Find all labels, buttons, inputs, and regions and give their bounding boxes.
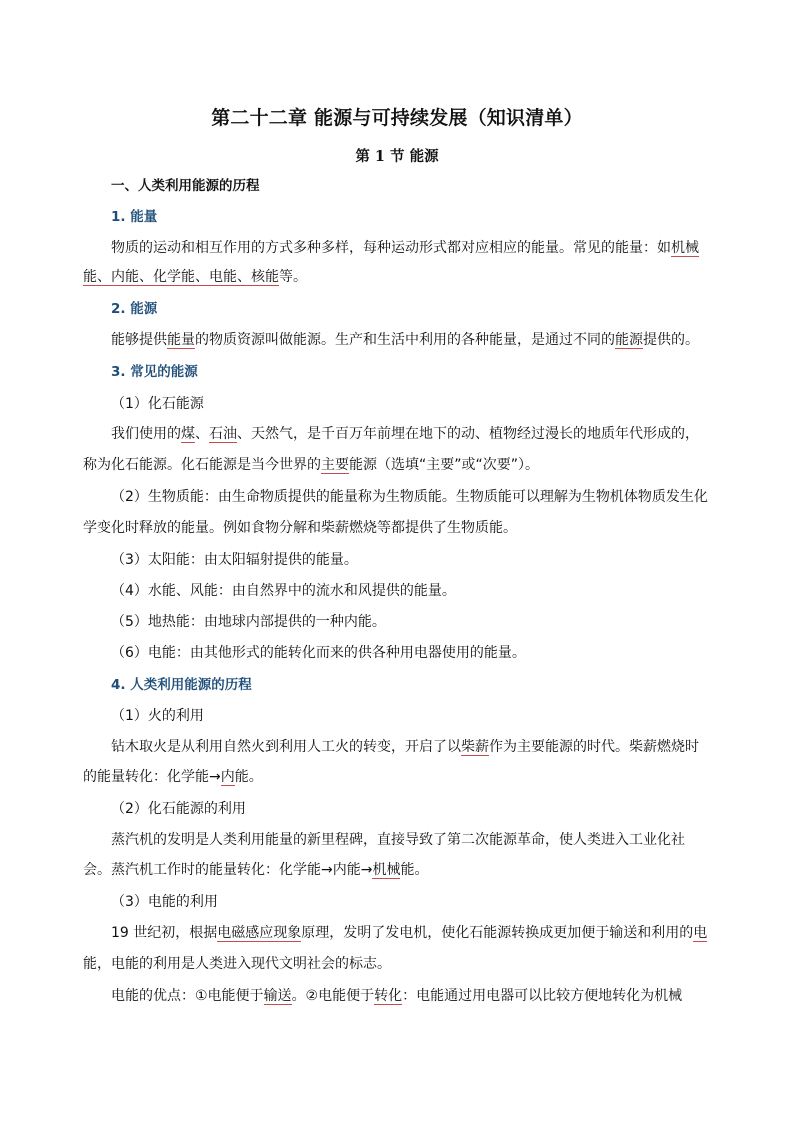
text-segment: 、天然气，是千百万年前埋在地下的动、植物经过漫长的地质年代形成的， xyxy=(237,426,699,442)
subitem-line xyxy=(111,612,741,632)
text-segment: 我们使用的 xyxy=(111,426,181,442)
underlined-answer: 柴薪 xyxy=(461,739,489,755)
text-segment: （1）化石能源 xyxy=(111,396,204,412)
text-segment: 3. 常见的能源 xyxy=(111,364,198,380)
underlined-answer: 机械 xyxy=(372,862,401,878)
text-segment: 能。 xyxy=(234,769,263,785)
text-segment: （2）化石能源的利用 xyxy=(111,801,246,817)
subitem-line xyxy=(111,892,741,912)
text-segment: 能，电能的利用是人类进入现代文明社会的标志。 xyxy=(83,956,391,972)
subitem-line xyxy=(111,581,741,601)
paragraph-line-continued xyxy=(83,267,713,287)
text-segment: 4. 人类利用能源的历程 xyxy=(111,677,252,693)
paragraph-line-continued xyxy=(83,860,713,880)
paragraph-line-indented xyxy=(111,923,741,943)
text-segment: 能够提供 xyxy=(111,332,167,348)
text-segment: 学变化时释放的能量。例如食物分解和柴薪燃烧等都提供了生物质能。 xyxy=(83,520,517,536)
text-segment: 物质的运动和相互作用的方式多种多样，每种运动形式都对应相应的能量。常见的能量：如 xyxy=(111,240,671,256)
chapter-title: 第二十二章 能源与可持续发展（知识清单） xyxy=(211,107,583,129)
underlined-answer: 转化 xyxy=(374,988,403,1004)
subitem-line xyxy=(111,394,741,414)
underlined-answer: 能量 xyxy=(167,332,195,348)
text-segment: 、 xyxy=(195,426,209,442)
text-segment: 作为主要能源的时代。柴薪燃烧时 xyxy=(489,739,699,755)
section-title: 第 1 节 能源 xyxy=(355,148,439,165)
text-segment: ：电能通过用电器可以比较方便地转化为机械 xyxy=(402,988,683,1004)
subitem-line xyxy=(111,550,741,570)
heading-level2 xyxy=(111,207,741,227)
text-segment: 一、人类利用能源的历程 xyxy=(111,178,260,194)
heading-level1 xyxy=(111,176,741,196)
text-segment: （6）电能：由其他形式的能转化而来的供各种用电器使用的能量。 xyxy=(111,645,526,661)
paragraph-line-indented xyxy=(111,238,741,258)
text-segment: 等。 xyxy=(279,269,307,285)
paragraph-line-indented xyxy=(111,830,741,850)
text-segment: 原理，发明了发电机，使化石能源转换成更加便于输送和利用的 xyxy=(301,925,694,941)
subitem-line xyxy=(111,799,741,819)
underlined-answer: 内 xyxy=(220,769,235,785)
underlined-answer: 石油 xyxy=(209,426,237,442)
underlined-answer: 机械 xyxy=(671,240,699,256)
text-segment: 2. 能源 xyxy=(111,301,158,317)
heading-level2 xyxy=(111,675,741,695)
underlined-answer: 煤 xyxy=(181,426,195,442)
text-segment: （4）水能、风能：由自然界中的流水和风提供的能量。 xyxy=(111,583,456,599)
text-segment: 1. 能量 xyxy=(111,209,158,225)
underlined-answer: 电磁感应现象 xyxy=(217,925,302,941)
text-segment: 的能量转化：化学能→ xyxy=(83,769,221,785)
text-segment: 提供的。 xyxy=(643,332,699,348)
underlined-answer: 电 xyxy=(693,925,708,941)
text-segment: （3）电能的利用 xyxy=(111,894,218,910)
text-segment: （5）地热能：由地球内部提供的一种内能。 xyxy=(111,614,386,630)
underlined-answer: 输送 xyxy=(263,988,292,1004)
text-segment: 钻木取火是从利用自然火到利用人工火的转变，开启了以 xyxy=(111,739,461,755)
underlined-answer: 能、内能、化学能、电能、核能 xyxy=(83,269,279,285)
text-segment: 。②电能便于 xyxy=(291,988,375,1004)
paragraph-line-indented xyxy=(111,737,741,757)
text-segment: （3）太阳能：由太阳辐射提供的能量。 xyxy=(111,552,358,568)
paragraph-line-continued xyxy=(83,954,713,974)
underlined-answer: 主要 xyxy=(321,457,349,473)
text-segment: 会。蒸汽机工作时的能量转化：化学能→内能→ xyxy=(83,862,373,878)
text-segment: 蒸汽机的发明是人类利用能量的新里程碑，直接导致了第二次能源革命，使人类进入工业化社 xyxy=(111,832,685,848)
paragraph-line-indented xyxy=(111,986,741,1006)
subitem-line xyxy=(111,706,741,726)
subitem-line xyxy=(111,643,741,663)
text-segment: 能。 xyxy=(400,862,429,878)
text-segment: 电能的优点：①电能便于 xyxy=(111,988,264,1004)
paragraph-line-continued xyxy=(83,455,713,475)
text-segment: （1）火的利用 xyxy=(111,708,204,724)
paragraph-line-indented xyxy=(111,424,741,444)
heading-level2 xyxy=(111,362,741,382)
text-segment: （2）生物质能：由生命物质提供的能量称为生物质能。生物质能可以理解为生物机体物质发生化 xyxy=(111,489,708,505)
paragraph-line-continued xyxy=(83,518,713,538)
text-segment: 的物质资源叫做能源。生产和生活中利用的各种能量，是通过不同的 xyxy=(195,332,615,348)
paragraph-line-indented xyxy=(111,330,741,350)
text-segment: 19 世纪初，根据 xyxy=(111,925,218,941)
underlined-answer: 能源 xyxy=(615,332,643,348)
subitem-line xyxy=(111,487,741,507)
heading-level2 xyxy=(111,299,741,319)
paragraph-line-continued xyxy=(83,767,713,787)
text-segment: 能源（选填“主要”或“次要”）。 xyxy=(349,457,540,473)
text-segment: 称为化石能源。化石能源是当今世界的 xyxy=(83,457,321,473)
